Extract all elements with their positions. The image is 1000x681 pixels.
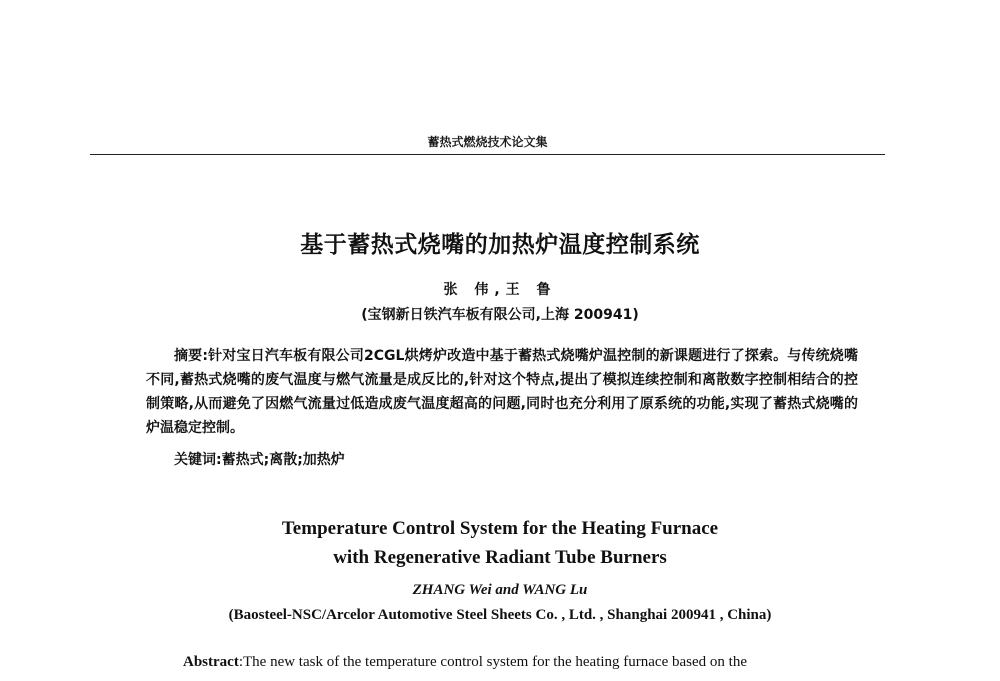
english-affiliation: (Baosteel-NSC/Arcelor Automotive Steel Sheets Co. , Ltd. , Shanghai 200941 , China) <box>228 607 772 623</box>
english-abstract <box>183 650 863 674</box>
chinese-affiliation: (宝钢新日铁汽车板有限公司,上海 200941) <box>361 307 639 323</box>
chinese-keywords-label: 关键词: <box>174 452 222 468</box>
header-rule <box>90 154 885 155</box>
english-abstract-text: :The new task of the temperature control system for the heating furnace based on the <box>238 654 747 670</box>
chinese-abstract <box>146 344 858 440</box>
chinese-keywords-text: 蓄热式;离散;加热炉 <box>221 452 345 468</box>
chinese-title: 基于蓄热式烧嘴的加热炉温度控制系统 <box>300 232 700 258</box>
chinese-authors: 张 伟,王 鲁 <box>443 282 557 298</box>
chinese-abstract-label: 摘要: <box>174 348 208 364</box>
english-authors: ZHANG Wei and WANG Lu <box>412 582 588 598</box>
english-title <box>0 514 1000 572</box>
english-abstract-label: Abstract <box>183 654 239 670</box>
english-title-line-1: Temperature Control System for the Heating Furnace <box>281 518 719 539</box>
chinese-abstract-text: 针对宝日汽车板有限公司2CGL烘烤炉改造中基于蓄热式烧嘴炉温控制的新课题进行了探索。与传统烧嘴不同,蓄热式烧嘴的废气温度与燃气流量是成反比的,针对这个特点,提出了模拟连续控制和离散数字控制相结合的控制策略,从而避免了因燃气流量过低造成废气温度超高的问题,同时也充分利用了原系统的功能,实现了蓄热式烧嘴的炉温稳定控制。 <box>146 348 858 436</box>
running-header: 蓄热式燃烧技术论文集 <box>427 135 548 149</box>
chinese-keywords <box>174 449 854 469</box>
english-title-line-2: with Regenerative Radiant Tube Burners <box>333 547 667 568</box>
